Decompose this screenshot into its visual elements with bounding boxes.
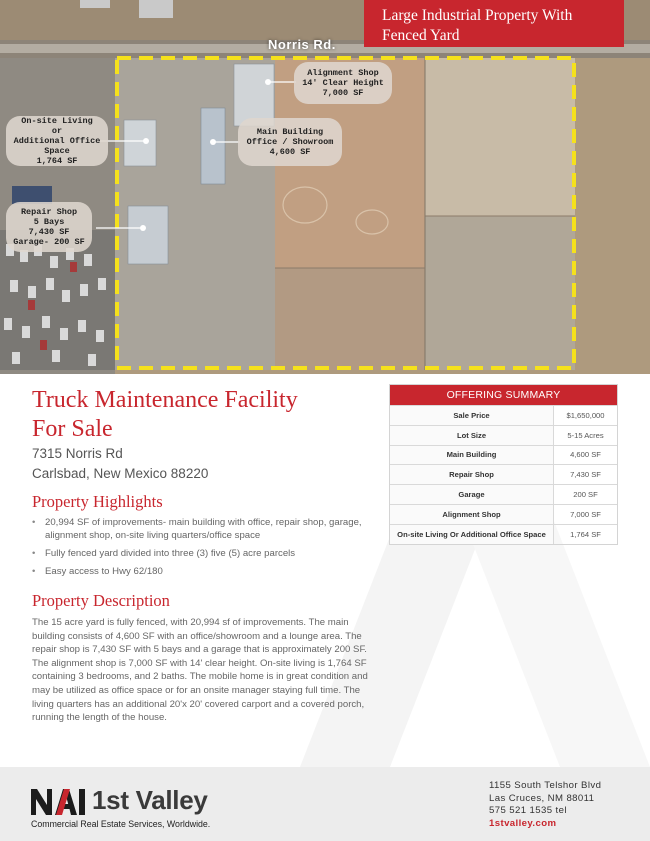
callout-line: 5 Bays [33,217,65,227]
callout-line: 7,430 SF [28,227,70,237]
headline-banner [364,0,624,47]
contact-phone: 575 521 1535 tel [489,805,567,816]
summary-value: 4,600 SF [570,450,601,460]
callout-line: Additional Office Space [13,136,101,156]
content-section [0,374,650,767]
contact-city: Las Cruces, NM 88011 [489,792,595,804]
tagline: Commercial Real Estate Services, Worldwide. [31,819,211,829]
summary-label: Main Building [390,446,554,465]
callout-line: or [51,126,63,136]
website-link[interactable]: 1stvalley.com [489,817,557,829]
callout-line: Garage- 200 SF [13,237,85,247]
nai-logo-icon [31,787,87,815]
summary-value: 5-15 Acres [567,430,604,440]
brand-name: 1st Valley [92,785,208,815]
summary-value: 1,764 SF [570,529,601,539]
offering-summary-table [389,384,618,545]
highlights-list [32,516,362,583]
title-line-2: For Sale [32,416,113,442]
table-row [390,405,617,425]
summary-label: Sale Price [390,406,554,425]
summary-heading: OFFERING SUMMARY [390,385,617,405]
table-row [390,425,617,445]
callout-line: On-site Living [21,116,93,126]
aerial-photo [0,0,650,374]
callout-line: Repair Shop [20,207,78,217]
footer [0,767,650,841]
title-line-1: Truck Maintenance Facility [32,387,298,413]
address-city: Carlsbad, New Mexico 88220 [32,466,209,481]
summary-label: Alignment Shop [390,505,554,524]
table-row [390,504,617,524]
callout-alignment-shop [294,62,392,104]
list-item: • Fully fenced yard divided into three (3) five (5) acre parcels [32,547,362,560]
summary-value: 7,000 SF [570,509,601,519]
description-heading: Property Description [32,591,170,610]
contact-street: 1155 South Telshor Blvd [489,780,602,791]
banner-line-2: Fenced Yard [382,27,460,44]
callout-line: 4,600 SF [269,147,311,157]
table-row [390,484,617,504]
address-street: 7315 Norris Rd [32,446,123,461]
contact-info [489,780,601,830]
summary-value: $1,650,000 [566,410,605,420]
list-item: • Easy access to Hwy 62/180 [32,565,362,578]
highlights-heading: Property Highlights [32,492,163,511]
callout-line: 7,000 SF [322,88,364,98]
summary-value: 200 SF [573,490,598,500]
table-row [390,524,617,544]
summary-label: Garage [390,485,554,504]
company-logo [31,785,208,816]
summary-value: 7,430 SF [570,470,601,480]
callout-main-building [238,118,342,166]
summary-label: On-site Living Or Additional Office Space [390,525,554,544]
property-address [32,444,208,484]
page-title [32,386,392,444]
road-label: Norris Rd. [268,37,336,52]
callout-repair-shop [6,202,92,252]
banner-line-1: Large Industrial Property With [382,7,573,24]
table-row [390,464,617,484]
table-row [390,445,617,465]
callout-line: 1,764 SF [36,156,78,166]
callout-line: Alignment Shop [307,68,379,78]
summary-label: Repair Shop [390,465,554,484]
callout-line: 14' Clear Height [302,78,384,88]
callout-onsite-living [6,116,108,166]
aerial-image [0,0,650,374]
callout-line: Main Building [256,127,324,137]
summary-label: Lot Size [390,426,554,445]
list-item: • 20,994 SF of improvements- main building with office, repair shop, garage, alignment shop, on-site living quarters/office space [32,516,362,542]
callout-line: Office / Showroom [246,137,334,147]
description-text: The 15 acre yard is fully fenced, with 20,994 sf of improvements. The main building consists of 4,600 SF with an office/showroom and a lounge area. The repair shop is 7,430 SF with 5 bays and a garage that is approximately 200 SF. The alignment shop is 7,000 SF with 14' clear height. On-site living is 1,764 SF containing 3 bedrooms, and 2 baths. The mobile home is in great condition and may be utilized as office space or for an onsite manager staying full time. The living quarters has an additional 20'x 20' covered carport and a covered porch, running the length of the house. [32,617,368,724]
